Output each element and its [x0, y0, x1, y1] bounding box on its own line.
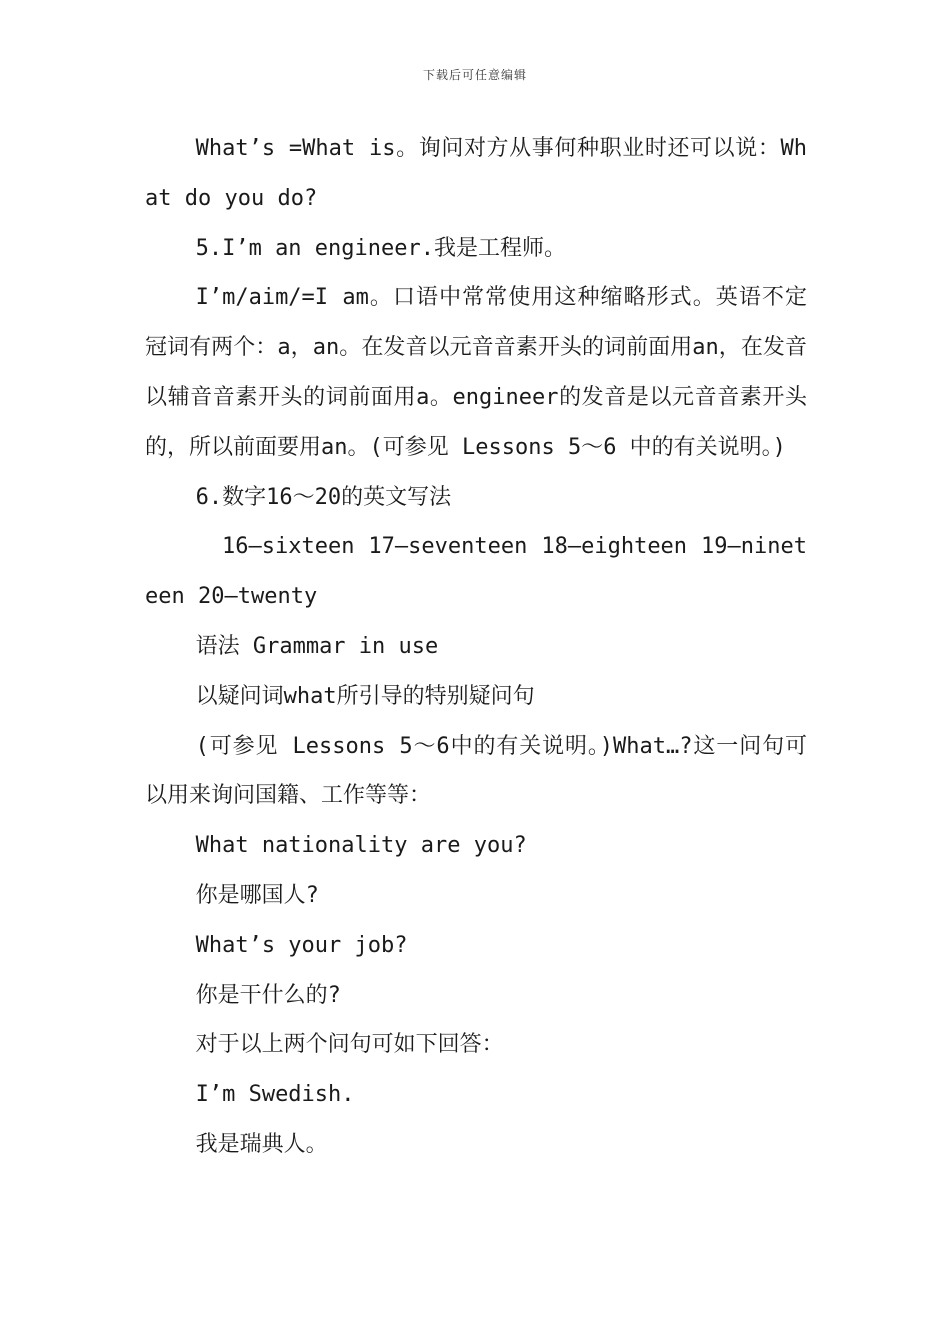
example-swedish-answer: I’m Swedish. — [195, 1082, 355, 1108]
example-nationality-question: What nationality are you? — [195, 833, 527, 859]
paragraph-item-5: 5.I’m an engineer.我是工程师。 — [195, 235, 567, 261]
example-job-question: What’s your job? — [195, 932, 408, 958]
paragraph-item-6: 6.数字16～20的英文写法 — [195, 484, 452, 510]
example-nationality-translation: 你是哪国人? — [195, 882, 319, 908]
paragraph-number-list: 16—sixteen 17—seventeen 18—eighteen 19—nineteen 20—twenty — [145, 534, 807, 610]
paragraph-what-questions: 以疑问词what所引导的特别疑问句 — [195, 683, 535, 709]
example-swedish-translation: 我是瑞典人。 — [195, 1131, 328, 1157]
document-body — [145, 124, 807, 1170]
page-header: 下载后可任意编辑 — [422, 68, 527, 82]
paragraph-article-note: I’m/aim/=I am。口语中常常使用这种缩略形式。英语不定冠词有两个：a，an。在发音以元音音素开头的词前面用an，在发音以辅音音素开头的词前面用a。engineer的发音是以元音音素开头的，所以前面要用an。(可参见 Lessons 5～6 中的有关说明。) — [145, 285, 807, 460]
paragraph-whats: What’s =What is。询问对方从事何种职业时还可以说：What do you do? — [145, 136, 807, 211]
paragraph-answer-intro: 对于以上两个问句可如下回答： — [195, 1032, 504, 1058]
paragraph-see-lessons: (可参见 Lessons 5～6中的有关说明。)What…?这一问句可以用来询问国籍、工作等等： — [145, 733, 807, 809]
example-job-translation: 你是干什么的? — [195, 982, 341, 1008]
paragraph-grammar-heading: 语法 Grammar in use — [195, 633, 439, 659]
